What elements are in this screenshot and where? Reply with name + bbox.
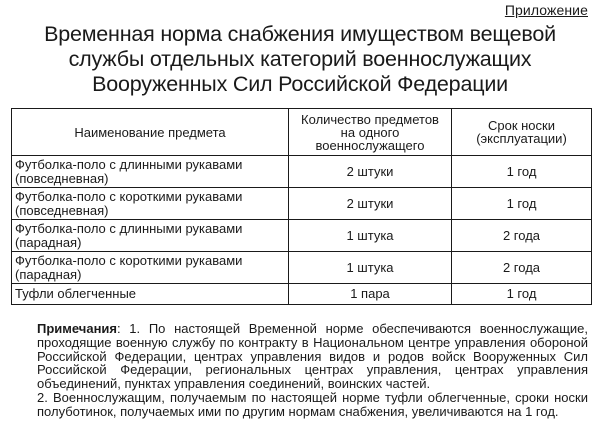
supply-norm-table <box>11 108 592 305</box>
quantity-cell: 1 пара <box>289 284 452 305</box>
notes-label: Примечания <box>37 321 118 336</box>
wear-term-cell: 2 года <box>452 252 592 284</box>
note-2: 2. Военнослужащим, получаемым по настоящей норме туфли облегченные, сроки носки полуботинок, получаемых ими по другим нормам снабжения, увеличиваются на 1 год. <box>37 389 588 419</box>
title-line: Временная норма снабжения имуществом вещевой <box>44 22 556 46</box>
wear-term-cell: 1 год <box>452 156 592 188</box>
appendix-label: Приложение <box>504 2 588 18</box>
quantity-cell: 2 штуки <box>289 156 452 188</box>
table-row <box>12 188 592 220</box>
document-title <box>10 22 590 97</box>
item-name-cell: Туфли облегченные <box>12 284 289 305</box>
header-quantity: Количество предметов на одного военнослужащего <box>289 109 452 156</box>
title-line: службы отдельных категорий военнослужащих <box>68 47 532 71</box>
wear-term-cell: 1 год <box>452 284 592 305</box>
note-1 <box>11 322 588 391</box>
note-1-text: : 1. По настоящей Временной норме обеспечиваются военнослужащие, проходящие военную службу по контракту в Национальном центре управления обороной Российской Федерации, центрах управления видов и родов войск Вооруженных Сил Российской Федерации, региональных центрах управления, центрах управления объединений, пунктах управления соединений, воинских частей. <box>37 321 588 392</box>
item-name-cell: Футболка-поло с длинными рукавами (повседневная) <box>12 156 289 188</box>
table-row <box>12 220 592 252</box>
table-row <box>12 156 592 188</box>
table-row <box>12 284 592 305</box>
item-name-cell: Футболка-поло с короткими рукавами (повседневная) <box>12 188 289 220</box>
quantity-cell: 1 штука <box>289 220 452 252</box>
title-line: Вооруженных Сил Российской Федерации <box>92 72 508 96</box>
quantity-cell: 2 штуки <box>289 188 452 220</box>
table-row <box>12 252 592 284</box>
notes-section <box>11 322 588 419</box>
item-name-cell: Футболка-поло с длинными рукавами (парадная) <box>12 220 289 252</box>
quantity-cell: 1 штука <box>289 252 452 284</box>
header-wear-term: Срок носки (эксплуатации) <box>452 109 592 156</box>
table-header-row <box>12 109 592 156</box>
header-item-name: Наименование предмета <box>12 109 289 156</box>
item-name-cell: Футболка-поло с короткими рукавами (парадная) <box>12 252 289 284</box>
wear-term-cell: 2 года <box>452 220 592 252</box>
wear-term-cell: 1 год <box>452 188 592 220</box>
